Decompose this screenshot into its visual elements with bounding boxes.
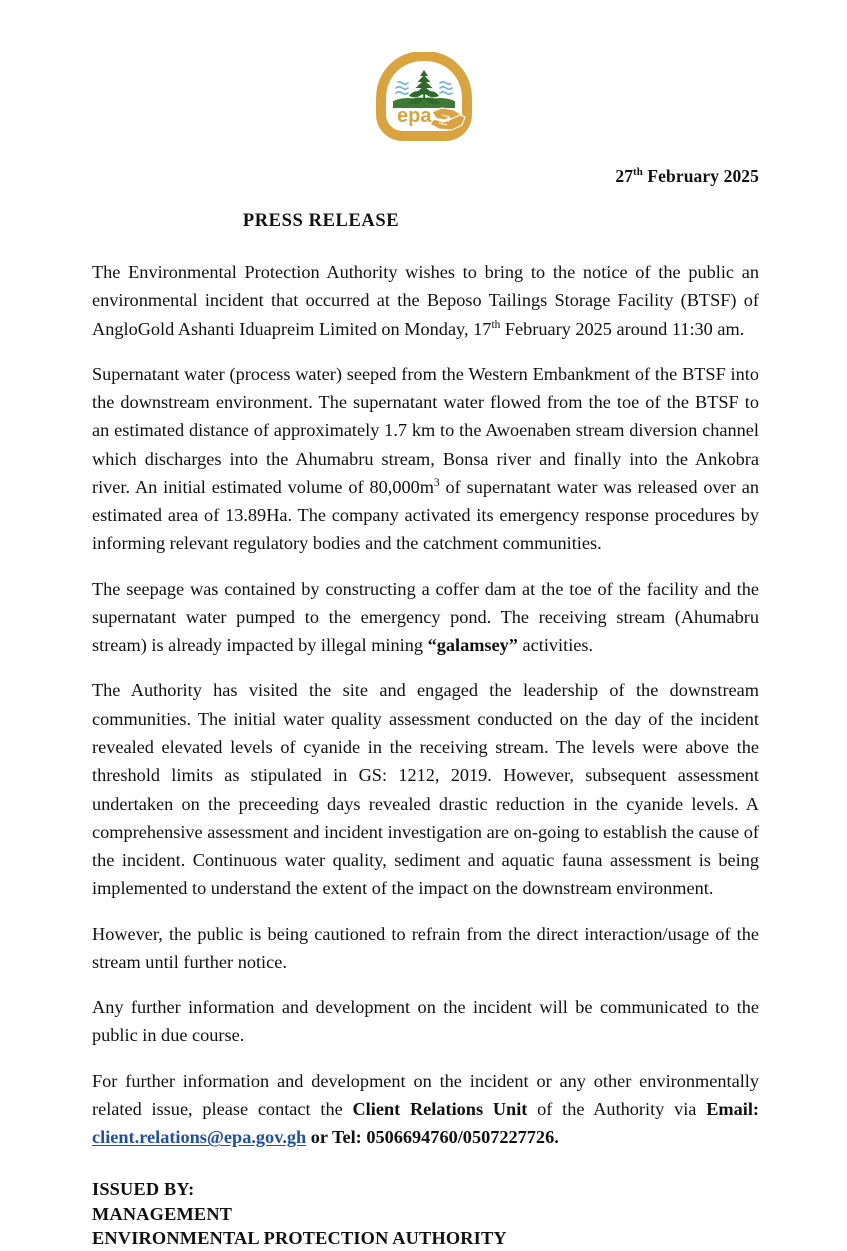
paragraph-2-text-a: Supernatant water (process water) seeped from the Western Embankment of the BTSF into the downstream environment. The supernatant water flowed from the toe of the BTSF to an estimated distance of approximately 1.7 km to the Awoenaben stream diversion channel which discharges into the Ahumabru stream, Bonsa river and finally into the Ankobra river. An initial estimated volume of 80,000m [92,363,759,497]
document-body [92,258,759,1151]
contact-text-a: For further information and development on the incident or any other environmentally related issue, please contact the [92,1070,759,1119]
telephone-text: or Tel: 0506694760/0507227726. [306,1127,559,1148]
paragraph-6: Any further information and development on the incident will be communicated to the public in due course. [92,997,759,1046]
logo-container [0,0,847,142]
paragraph-2 [92,360,759,558]
paragraph-1-text-a: The Environmental Protection Authority wishes to bring to the notice of the public an environmental incident that occurred at the Beposo Tailings Storage Facility (BTSF) of AngloGold Ashanti Iduapreim Limited on Monday, 17 [92,262,759,339]
issued-by-label: ISSUED BY: [92,1179,195,1200]
paragraph-3-text-b: activities. [517,635,594,656]
date-ordinal: th [633,166,643,179]
paragraph-5: However, the public is being cautioned to refrain from the direct interaction/usage of the stream until further notice. [92,923,759,972]
paragraph-3 [92,575,759,660]
page-title: PRESS RELEASE [242,211,400,231]
svg-text:epa: epa [396,105,431,127]
cubic-metre-superscript: 3 [433,476,440,489]
date-day: 27 [615,166,634,186]
epa-logo-icon [372,52,476,142]
paragraph-contact [92,1067,759,1152]
paragraph-3-text-a: The seepage was contained by constructing a coffer dam at the toe of the facility and the supernatant water pumped to the emergency pond. The receiving stream (Ahumabru stream) is already impacted by illegal mining [92,578,759,656]
client-relations-unit-label: Client Relations Unit [352,1098,528,1119]
date-rest: February 2025 [642,166,759,186]
galamsey-emphasis: “galamsey” [427,635,518,656]
issuer-authority: ENVIRONMENTAL PROTECTION AUTHORITY [92,1228,507,1249]
document-date [0,166,847,187]
email-label: Email: [706,1098,759,1119]
paragraph-1-ordinal: th [491,318,501,331]
paragraph-1 [92,258,759,343]
issuer-management: MANAGEMENT [92,1203,233,1224]
contact-text-b: of the Authority via [527,1098,707,1119]
paragraph-1-text-b: February 2025 around 11:30 am. [500,318,745,339]
email-link[interactable]: client.relations@epa.gov.gh [92,1127,307,1148]
signature-block [92,1177,759,1251]
paragraph-4: The Authority has visited the site and engaged the leadership of the downstream communities. The initial water quality assessment conducted on the day of the incident revealed elevated levels of cyanide in the receiving stream. The levels were above the threshold limits as stipulated in GS: 1212, 2019. However, subsequent assessment undertaken on the preceeding days revealed drastic reduction in the cyanide levels. A comprehensive assessment and incident investigation are on-going to establish the cause of the incident. Continuous water quality, sediment and aquatic fauna assessment is being implemented to understand the extent of the impact on the downstream environment. [92,680,759,899]
paragraph-2-text-b: of supernatant water was released over an estimated area of 13.89Ha. The company activated its emergency response procedures by informing relevant regulatory bodies and the catchment communities. [92,476,759,554]
